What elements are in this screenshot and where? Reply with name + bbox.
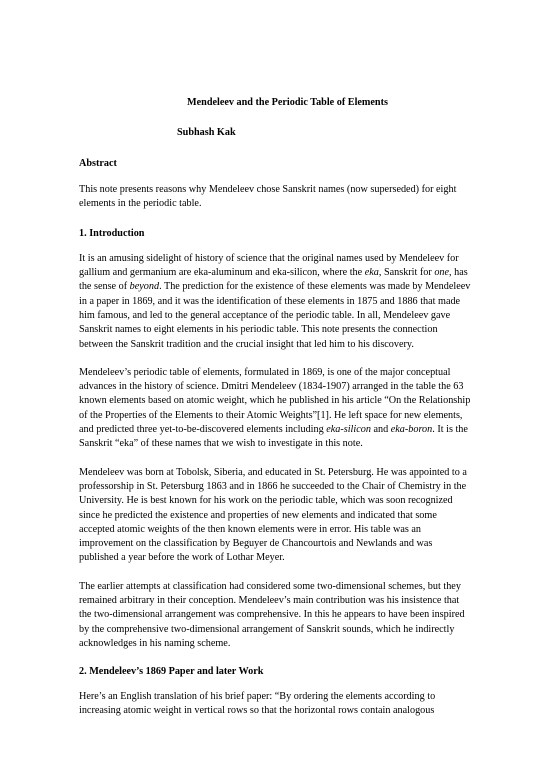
- paragraph-1-italic-beyond: beyond: [129, 281, 160, 293]
- paragraph-1-italic-one: one: [434, 267, 450, 279]
- paragraph-2: [79, 366, 474, 452]
- paragraph-4: The earlier attempts at classification had considered some two-dimensional schemes, but they remained arbitrary in their conception. Mendeleev’s main contribution was his insistence that the two-dimensional arrangement was comprehensive. In this he appears to have been inspired by the comprehensive two-dimensional arrangement of Sanskrit sounds, which he indirectly acknowledges in his naming scheme.: [79, 580, 465, 649]
- paragraph-2-italic-eka-boron: eka-boron: [390, 424, 433, 436]
- section-heading-1869-paper: 2. Mendeleev’s 1869 Paper and later Work: [79, 666, 264, 678]
- paragraph-3: Mendeleev was born at Tobolsk, Siberia, and educated in St. Petersburg. He was appointed to a professorship in St. Petersburg 1863 and in 1866 he succeeded to the Chair of Chemistry in the University. He is best known for his work on the periodic table, which was soon recognized since he predicted the existence and properties of new elements and indicated that some accepted atomic weights of the then known elements were in error. His table was an improvement on the classification by Beguyer de Chancourtois and Newlands and was published a year before the work of Lothar Meyer.: [79, 466, 467, 564]
- paragraph-1-italic-eka: eka: [364, 267, 379, 279]
- paper-title: Mendeleev and the Periodic Table of Elements: [187, 97, 388, 108]
- abstract-text: This note presents reasons why Mendeleev chose Sanskrit names (now superseded) for eight elements in the periodic table.: [79, 183, 457, 210]
- abstract-heading: Abstract: [79, 157, 117, 169]
- paragraph-2-text-c: . It is the Sanskrit “eka” of these names that we wish to investigate in this note.: [79, 424, 468, 450]
- paragraph-1: [79, 252, 474, 352]
- paragraph-2-text-b: and: [370, 424, 391, 436]
- paragraph-5: Here’s an English translation of his brief paper: “By ordering the elements according to increasing atomic weight in vertical rows so that the horizontal rows contain analogous: [79, 690, 436, 716]
- paragraph-2-italic-eka-silicon: eka-silicon: [326, 424, 371, 436]
- paper-page: [79, 96, 474, 732]
- paragraph-1-text-c: , has the sense of: [79, 267, 468, 293]
- paper-author: Subhash Kak: [177, 127, 236, 139]
- paragraph-1-text-d: . The prediction for the existence of these elements was made by Mendeleev in a paper in 1869, and it was the identification of these elements in 1875 and 1886 that made him famous, and led to the general acceptance of the periodic table. In all, Mendeleev gave Sanskrit names to eight elements in his periodic table. This note presents the connection between the Sanskrit tradition and the crucial insight that led him to his discovery.: [79, 281, 471, 350]
- section-heading-introduction: 1. Introduction: [79, 228, 145, 240]
- paragraph-1-text-a: It is an amusing sidelight of history of science that the original names used by Mendeleev for gallium and germanium are eka-aluminum and eka-silicon, where the: [79, 252, 459, 279]
- paragraph-2-text-a: Mendeleev’s periodic table of elements, formulated in 1869, is one of the major conceptual advances in the history of science. Dmitri Mendeleev (1834-1907) arranged in the table the 63 known elements based on atomic weight, which he published in his article “On the Relationship of the Properties of the Elements to their Atomic Weights”[1]. He left space for new elements, and predicted three yet-to-be-discovered elements including: [79, 366, 471, 436]
- paragraph-1-text-b: , Sanskrit for: [378, 267, 435, 279]
